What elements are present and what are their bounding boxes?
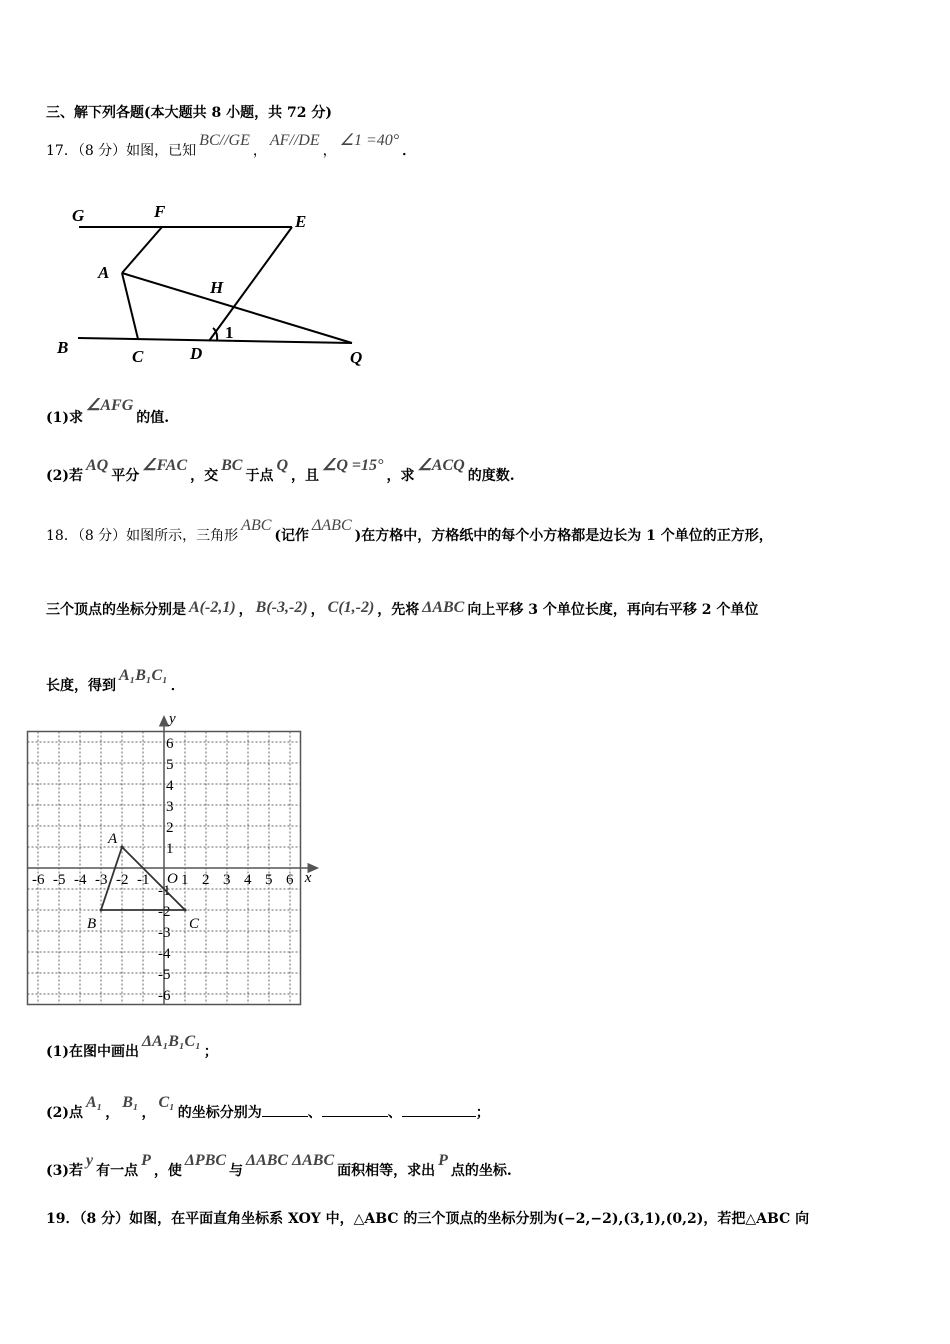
segment-ac (122, 273, 138, 339)
q17-part2-text-b: 平分 (111, 468, 140, 484)
q17-part2-text-g: 的度数. (467, 468, 515, 484)
label-c: C (132, 347, 144, 366)
q17-part1-text: 的值. (136, 410, 170, 426)
q18-part3-abc: ΔABC ΔABC (246, 1152, 335, 1169)
x-tick-label: 2 (202, 872, 210, 888)
q18-line2 (46, 601, 758, 619)
q17-stem (46, 132, 417, 160)
y-tick-label: 2 (166, 820, 174, 836)
q17-part1-angle: ∠AFG (86, 397, 134, 414)
q18-part3-text-c: ，使 (153, 1163, 182, 1179)
y-tick-label: -4 (158, 946, 171, 962)
q18-part2-dun1: 、 (307, 1105, 322, 1121)
segment-fa (122, 227, 162, 273)
y-tick-label: -1 (158, 883, 171, 899)
q17-part2 (46, 457, 515, 485)
x-tick-label: -5 (53, 872, 66, 888)
tick-labels (32, 711, 312, 1004)
q18-l2-delta-abc: ΔABC (422, 599, 465, 616)
origin-label: O (167, 871, 178, 887)
q18-l1-delta-abc: ΔABC (312, 517, 352, 534)
q18-part3-text-b: 有一点 (96, 1163, 139, 1179)
q18-l2-prefix: 三个顶点的坐标分别是 (46, 602, 186, 618)
q18-part2-c1: C₁ (158, 1094, 175, 1111)
label-a: A (98, 263, 110, 282)
q18-part3 (46, 1152, 512, 1180)
label-d: D (190, 344, 203, 363)
q18-part3-p: P (141, 1152, 151, 1169)
q18-l3-a1b1c1: A₁B₁C₁ (119, 667, 168, 684)
q18-l1-text-b: (记作 (274, 528, 310, 544)
q18-part1-label: (1)在图中画出 (46, 1044, 139, 1060)
label-f: F (154, 202, 166, 221)
q18-part3-label: (3)若 (46, 1163, 83, 1179)
x-axis-label: x (304, 870, 312, 886)
q18-l2-point-b: B(-3,-2) (255, 599, 308, 616)
q17-part2-text-e: ，且 (291, 468, 320, 484)
x-tick-label: -1 (137, 872, 150, 888)
vertex-c (184, 909, 187, 912)
label-angle-1: 1 (225, 323, 234, 342)
q17-part2-acq: ∠ACQ (417, 457, 465, 474)
label-q: Q (350, 348, 363, 367)
q17-expr1: BC//GE (199, 132, 250, 149)
q17-sep1: ， (252, 143, 267, 159)
q18-l1-abc: ABC (241, 517, 272, 534)
line-bq (78, 338, 352, 343)
q18-part3-p2: P (438, 1152, 448, 1169)
q18-part3-y: y (86, 1152, 94, 1169)
q17-part2-text-d: 于点 (245, 468, 274, 484)
q18-part2-label: (2)点 (46, 1105, 83, 1121)
x-tick-label: -6 (32, 872, 45, 888)
q17-part1-label: (1)求 (46, 410, 83, 426)
x-tick-label: -2 (116, 872, 129, 888)
vertex-b (100, 909, 103, 912)
y-tick-label: 3 (166, 799, 174, 815)
q18-part3-pbc: ΔPBC (184, 1152, 227, 1169)
q17-geometry-figure (52, 195, 382, 375)
y-tick-label: 4 (166, 778, 174, 794)
y-axis-arrow (160, 717, 168, 726)
q18-part2 (46, 1094, 490, 1122)
q19-stem: 19．（8 分）如图，在平面直角坐标系 XOY 中，△ABC 的三个顶点的坐标分别为(−2,−2),(3,1),(0,2)，若把△ABC 向 (46, 1211, 810, 1227)
q18-line3 (46, 667, 185, 695)
q18-l2-point-c: C(1,-2) (327, 599, 375, 616)
q17-part2-q: Q (276, 457, 289, 474)
q17-part2-text-f: ，求 (386, 468, 415, 484)
q18-part2-sep2: ， (141, 1105, 156, 1121)
x-tick-label: 3 (223, 872, 231, 888)
y-axis-label: y (169, 711, 176, 728)
q17-part2-label: (2)若 (46, 468, 83, 484)
label-g: G (72, 206, 85, 225)
y-tick-label: -5 (158, 967, 171, 983)
q18-part3-text-f: 点的坐标. (450, 1163, 512, 1179)
q17-sep2: ， (322, 143, 337, 159)
y-tick-label: -6 (158, 988, 171, 1004)
q17-expr2: AF//DE (269, 132, 320, 149)
y-tick-label: 5 (166, 757, 174, 773)
q17-expr3: ∠1 =40° (339, 132, 400, 149)
q18-l2-sep1: ， (238, 602, 253, 618)
q18-l2-sep2: ， (310, 602, 325, 618)
q18-part2-sep1: ， (105, 1105, 120, 1121)
label-e: E (295, 212, 307, 231)
q18-part2-b1: B₁ (122, 1094, 139, 1111)
y-tick-label: -3 (158, 925, 171, 941)
q17-part1 (46, 397, 170, 427)
x-tick-label: -3 (95, 872, 108, 888)
q18-part1-triangle: ΔA₁B₁C₁ (142, 1033, 201, 1050)
x-tick-label: 6 (286, 872, 294, 888)
x-tick-label: 4 (244, 872, 252, 888)
q18-part2-text: 的坐标分别为 (177, 1105, 262, 1121)
q18-l2-point-a: A(-2,1) (189, 599, 236, 616)
q18-line1 (46, 517, 773, 545)
q18-l1-text-c: )在方格中，方格纸中的每个小方格都是边长为 1 个单位的正方形， (354, 528, 773, 544)
answer-blank-a1[interactable] (262, 1102, 308, 1117)
x-tick-label: 5 (265, 872, 273, 888)
x-tick-label: 1 (181, 872, 189, 888)
q17-part2-bc: BC (221, 457, 243, 474)
vertex-label-b: B (87, 916, 97, 932)
q18-l2-text-c: 向上平移 3 个单位长度，再向右平移 2 个单位 (467, 602, 759, 618)
q18-part3-text-d: 与 (229, 1163, 244, 1179)
q17-part2-q15: ∠Q =15° (322, 457, 384, 474)
vertex-label-c: C (189, 916, 200, 932)
q18-part3-text-e: 面积相等，求出 (337, 1163, 436, 1179)
q18-part1 (46, 1033, 218, 1061)
answer-blank-b1[interactable] (322, 1102, 388, 1117)
q18-l3-prefix: 长度，得到 (46, 678, 116, 694)
y-tick-label: 6 (166, 736, 174, 752)
q18-l3-end: ． (170, 678, 185, 694)
vertex-a (121, 846, 124, 849)
q17-part2-aq: AQ (86, 457, 109, 474)
y-tick-label: -2 (158, 904, 171, 920)
vertex-label-a: A (108, 831, 118, 847)
section-header: 三、解下列各题(本大题共 8 小题，共 72 分) (46, 105, 332, 121)
q18-coordinate-grid (32, 711, 340, 1004)
q18-part2-dun2: 、 (387, 1105, 402, 1121)
y-tick-label: 1 (166, 841, 174, 857)
label-h: H (210, 278, 224, 297)
label-b: B (57, 338, 69, 357)
q17-part2-fac: ∠FAC (142, 457, 188, 474)
q18-part2-end: ； (475, 1105, 490, 1121)
q18-l2-text-b: ，先将 (377, 602, 420, 618)
x-tick-label: -4 (74, 872, 87, 888)
q17-end: ． (402, 143, 417, 159)
q18-part2-a1: A₁ (86, 1094, 103, 1111)
q17-part2-text-c: ，交 (190, 468, 219, 484)
q18-part1-end: ； (203, 1044, 218, 1060)
q18-l1-prefix: 18．（8 分）如图所示，三角形 (46, 528, 239, 544)
answer-blank-c1[interactable] (402, 1102, 476, 1117)
q17-prefix: 17．（8 分）如图，已知 (46, 143, 197, 159)
segment-aq (122, 273, 352, 343)
